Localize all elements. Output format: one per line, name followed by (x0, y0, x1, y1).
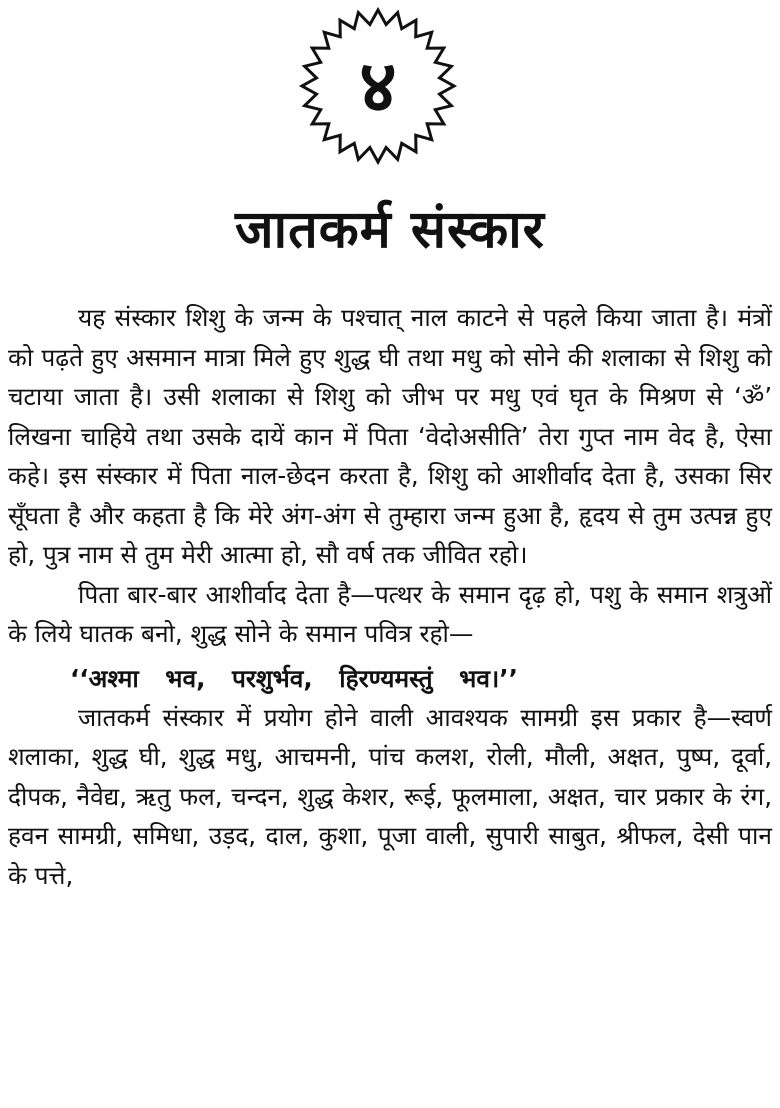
chapter-title: जातकर्म संस्कार (235, 200, 545, 260)
chapter-body (8, 298, 772, 901)
chapter-badge (298, 6, 458, 166)
sanskrit-verse: ‘‘अश्मा भव, परशुर्भव, हिरण्यमस्तुं भव।’’ (70, 663, 518, 693)
chapter-number: ४ (359, 44, 397, 128)
paragraph-intro: यह संस्कार शिशु के जन्म के पश्चात् नाल काटने से पहले किया जाता है। मंत्रों को पढ़ते हुए असमान मात्रा मिले हुए शुद्ध घी तथा मधु को सोने की शलाका से शिशु को चटाया जाता है। उसी शलाका से शिशु को जीभ पर मधु एवं घृत के मिश्रण से ‘ॐ’ लिखना चाहिये तथा उसके दायें कान में पिता ‘वेदोअसीति’ तेरा गुप्त नाम वेद है, ऐसा कहे। इस संस्कार में पिता नाल-छेदन करता है, शिशु को आशीर्वाद देता है, उसका सिर सूँघता है और कहता है कि मेरे अंग-अंग से तुम्हारा जन्म हुआ है, हृदय से तुम उत्पन्न हुए हो, पुत्र नाम से तुम मेरी आत्मा हो, सौ वर्ष तक जीवित रहो। (8, 303, 772, 569)
paragraph-blessing: पिता बार-बार आशीर्वाद देता है—पत्थर के समान दृढ़ हो, पशु के समान शत्रुओं के लिये घातक बनो, शुद्ध सोने के समान पवित्र रहो— (8, 579, 772, 648)
paragraph-materials: जातकर्म संस्कार में प्रयोग होने वाली आवश्यक सामग्री इस प्रकार है—स्वर्ण शलाका, शुद्ध घी, शुद्ध मधु, आचमनी, पांच कलश, रोली, मौली, अक्षत, पुष्प, दूर्वा, दीपक, नैवेद्य, ऋतु फल, चन्दन, शुद्ध केशर, रूई, फूलमाला, अक्षत, चार प्रकार के रंग, हवन सामग्री, समिधा, उड़द, दाल, कुशा, पूजा वाली, सुपारी साबुत, श्रीफल, देसी पान के पत्ते, (8, 702, 772, 890)
